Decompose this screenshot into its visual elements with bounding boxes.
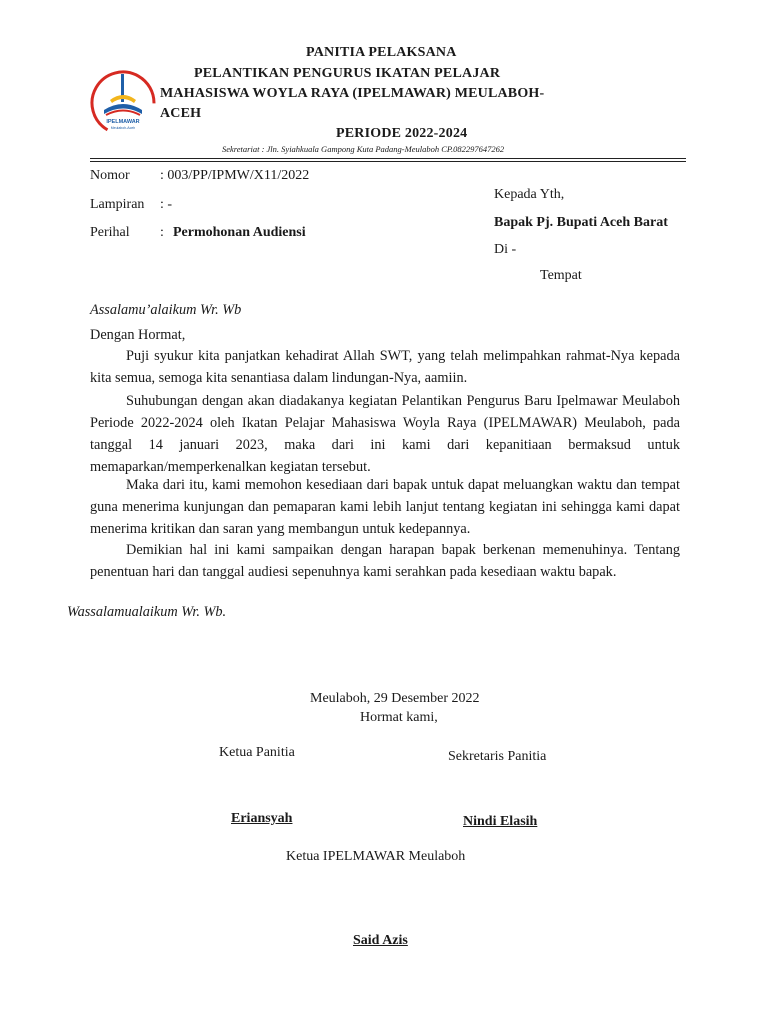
header-divider-bottom — [90, 161, 686, 162]
left-signatory-title: Ketua Panitia — [219, 745, 295, 760]
paragraph-3: Maka dari itu, kami memohon kesediaan dari bapak untuk dapat meluangkan waktu dan tempat guna menerima kunjungan dan pemaparan kami lebih lanjut tentang kegiatan ini sehingga kami dapat menerima kritikan dan saran yang membangun untuk kedepannya. — [90, 477, 680, 537]
nomor-value: : 003/PP/IPMW/X11/2022 — [160, 168, 310, 183]
left-signatory-name: Eriansyah — [231, 811, 293, 826]
nomor-label: Nomor — [90, 168, 130, 183]
right-signatory-name: Nindi Elasih — [463, 814, 538, 829]
svg-text:Meulaboh-Aceh: Meulaboh-Aceh — [110, 126, 136, 130]
place-date: Meulaboh, 29 Desember 2022 — [310, 691, 480, 706]
lampiran-label: Lampiran — [90, 197, 145, 212]
perihal-value: Permohonan Audiensi — [173, 225, 306, 240]
recipient-place: Tempat — [540, 268, 582, 283]
header-line-3: MAHASISWA WOYLA RAYA (IPELMAWAR) MEULABOH- — [160, 86, 545, 101]
perihal-colon: : — [160, 225, 164, 240]
recipient-at: Di - — [494, 242, 517, 257]
greeting: Assalamu’alaikum Wr. Wb — [90, 302, 242, 318]
recipient-name: Bapak Pj. Bupati Aceh Barat — [494, 215, 668, 230]
chair-name: Said Azis — [353, 933, 408, 948]
header-period: PERIODE 2022-2024 — [336, 126, 468, 141]
perihal-label: Perihal — [90, 225, 130, 240]
lampiran-value: : - — [160, 197, 173, 212]
paragraph-1-text: Puji syukur kita panjatkan kehadirat Allah SWT, yang telah melimpahkan rahmat-Nya kepada kita semua, semoga kita senantiasa dalam lindungan-Nya, aamiin. — [90, 348, 680, 386]
svg-text:IPELMAWAR: IPELMAWAR — [106, 119, 140, 125]
chair-title: Ketua IPELMAWAR Meulaboh — [286, 849, 466, 864]
regards: Hormat kami, — [360, 710, 438, 725]
header-divider-top — [90, 158, 686, 159]
right-signatory-title: Sekretaris Panitia — [448, 749, 547, 764]
closing-greeting: Wassalamualaikum Wr. Wb. — [67, 604, 227, 620]
header-line-4: ACEH — [160, 106, 202, 121]
opening: Dengan Hormat, — [90, 327, 186, 343]
paragraph-4: Demikian hal ini kami sampaikan dengan harapan bapak berkenan memenuhinya. Tentang penentuan hari dan tanggal audiesi sepenuhnya kami serahkan pada kesediaan waktu bapak. — [90, 542, 680, 580]
header-line-2: PELANTIKAN PENGURUS IKATAN PELAJAR — [194, 66, 501, 81]
paragraph-2: Suhubungan dengan akan diadakanya kegiatan Pelantikan Pengurus Baru Ipelmawar Meulaboh Periode 2022-2024 oleh Ikatan Pelajar Mahasiswa Woyla Raya (IPELMAWAR) Meulaboh, pada tanggal 14 januari 2023, maka dari ini kami dari kepanitiaan bermaksud untuk memaparkan/memperkenalkan kegiatan tersebut. — [90, 393, 680, 475]
organization-logo — [90, 70, 156, 136]
recipient-salutation: Kepada Yth, — [494, 187, 565, 202]
paragraph-1 — [90, 345, 680, 389]
header-secretariat: Sekretariat : Jln. Syiahkuala Gampong Kuta Padang-Meulaboh CP.082297647262 — [222, 144, 505, 154]
header-line-1: PANITIA PELAKSANA — [306, 45, 457, 60]
